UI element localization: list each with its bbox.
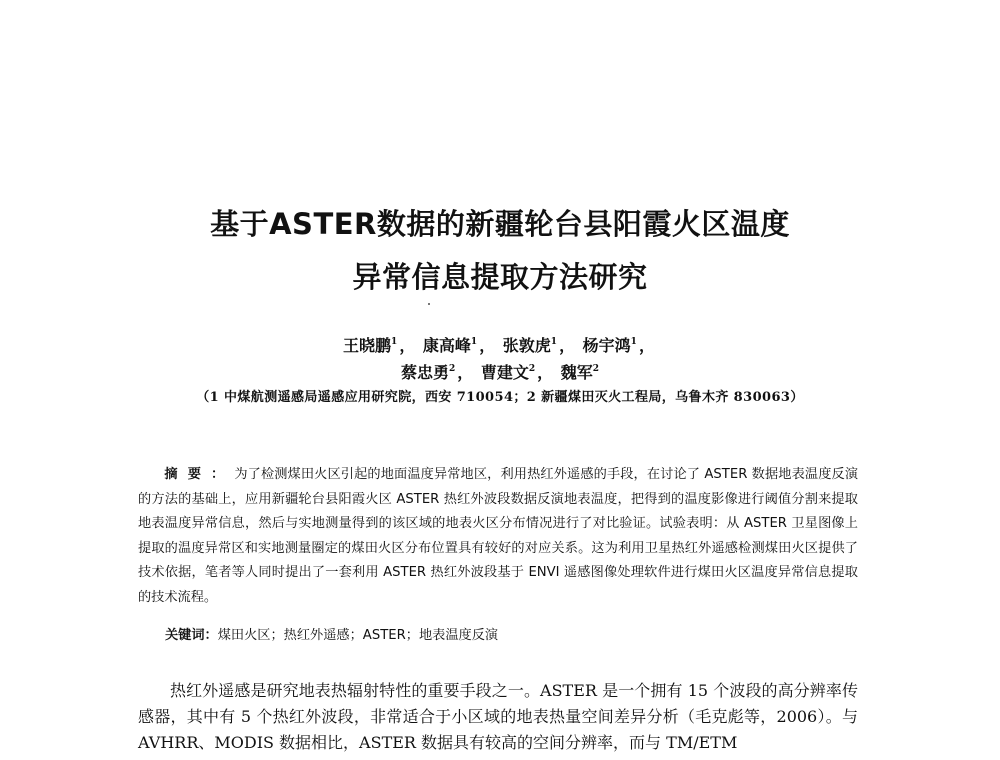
keywords-label: 关键词： — [165, 628, 218, 643]
author-affiliation-mark: 2 — [592, 364, 600, 374]
author-row-1 — [0, 333, 1000, 356]
author-separator: ， — [457, 363, 474, 382]
abstract-text: 为了检测煤田火区引起的地面温度异常地区，利用热红外遥感的手段，在讨论了 ASTER 数据地表温度反演的方法的基础上，应用新疆轮台县阳霞火区 ASTER 热红外波段数据反演地表温度，把得到的温度影像进行阈值分割来提取地表温度异常信息，然后与实地测量得到的该区域的地表火区分布情况进行了对比验证。试验表明：从 ASTER 卫星图像上提取的温度异常区和实地测量圈定的煤田火区分布位置具有较好的对应关系。这为利用卫星热红外遥感检测煤田火区提供了技术依据，笔者等人同时提出了一套利用 ASTER 热红外波段基于 ENVI 遥感图像处理软件进行煤田火区温度异常信息提取的技术流程。 — [138, 467, 859, 605]
author-name: 曹建文 — [480, 363, 529, 382]
stray-dot — [428, 303, 430, 305]
author-separator: ， — [537, 363, 554, 382]
author-affiliation-mark: 2 — [449, 364, 456, 374]
author-name: 康高峰 — [422, 336, 471, 355]
author-name: 杨宇鸿 — [582, 336, 631, 355]
author-affiliation-mark: 2 — [528, 364, 536, 374]
author-affiliation-mark: 1 — [550, 337, 558, 347]
title-line-1: 基于ASTER数据的新疆轮台县阳霞火区温度 — [210, 207, 790, 241]
body-paragraph: 热红外遥感是研究地表热辐射特性的重要手段之一。ASTER 是一个拥有 15 个波段的高分辨率传感器，其中有 5 个热红外波段，非常适合于小区域的地表热量空间差异分析（毛克彪等，2006）。与 AVHRR、MODIS 数据相比，ASTER 数据具有较高的空间分辨率，而与 TM/ETM — [138, 681, 858, 752]
author-affiliation-mark: 1 — [391, 337, 398, 347]
author-name: 王晓鹏 — [343, 336, 392, 355]
author-separator: ， — [479, 336, 496, 355]
keywords — [165, 624, 498, 643]
keywords-text: 煤田火区；热红外遥感；ASTER；地表温度反演 — [217, 628, 499, 643]
author-separator: ， — [399, 336, 416, 355]
author-name: 魏军 — [560, 363, 593, 382]
abstract-label: 摘要： — [164, 467, 235, 482]
affiliations: （1 中煤航测遥感局遥感应用研究院，西安 710054；2 新疆煤田灭火工程局，乌鲁木齐 830063） — [196, 390, 804, 405]
title-line-2: 异常信息提取方法研究 — [352, 260, 648, 294]
author-row-2 — [0, 360, 1000, 383]
author-separator: ， — [559, 336, 576, 355]
abstract — [138, 463, 858, 610]
author-name: 蔡忠勇 — [400, 363, 449, 382]
author-separator: ， — [638, 336, 655, 355]
author-affiliation-mark: 1 — [470, 337, 478, 347]
author-affiliation-mark: 1 — [630, 337, 637, 347]
author-name: 张敦虎 — [502, 336, 551, 355]
